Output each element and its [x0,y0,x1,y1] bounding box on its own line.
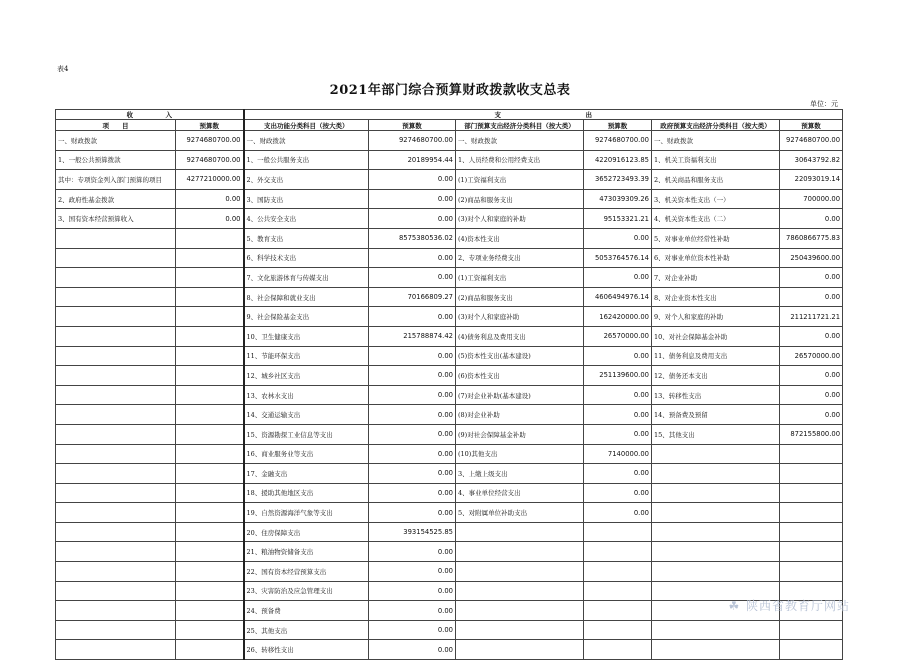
amount-cell: 872155800.00 [780,424,843,444]
item-cell [56,542,176,562]
amount-cell: 30643792.82 [780,150,843,170]
amount-cell: 0.00 [584,346,652,366]
unit-label: 单位：元 [810,100,838,108]
amount-cell: 0.00 [369,464,456,484]
amount-cell [584,542,652,562]
amount-cell: 0.00 [369,170,456,190]
item-cell [652,522,780,542]
item-cell: 5、教育支出 [244,228,369,248]
amount-cell: 0.00 [369,346,456,366]
item-cell: (8)对企业补助 [456,405,584,425]
table-row [56,522,843,542]
item-cell: 6、科学技术支出 [244,248,369,268]
amount-cell: 26570000.00 [584,326,652,346]
item-cell: (6)资本性支出 [456,366,584,386]
table-row [56,307,843,327]
amount-cell [176,581,244,601]
amount-cell: 0.00 [780,209,843,229]
item-cell: (5)资本性支出(基本建设) [456,346,584,366]
amount-cell: 0.00 [369,444,456,464]
item-cell: 7、对企业补助 [652,268,780,288]
item-cell: 25、其他支出 [244,620,369,640]
item-cell [56,307,176,327]
table-row [56,287,843,307]
table-row [56,601,843,621]
item-cell [56,268,176,288]
item-cell: 15、其他支出 [652,424,780,444]
item-cell [652,640,780,660]
item-cell: 20、住房保障支出 [244,522,369,542]
item-cell: 22、国有资本经营预算支出 [244,562,369,582]
amount-cell: 7140000.00 [584,444,652,464]
item-cell: 9、社会保险基金支出 [244,307,369,327]
table-row [56,248,843,268]
item-cell [456,522,584,542]
amount-cell [176,385,244,405]
item-cell [456,562,584,582]
item-cell [652,542,780,562]
amount-cell: 0.00 [369,640,456,660]
table-row [56,424,843,444]
page-title: 2021年部门综合预算财政拨款收支总表 [329,83,571,98]
amount-cell: 0.00 [369,268,456,288]
item-cell [56,346,176,366]
amount-cell [176,542,244,562]
item-cell: 一、财政拨款 [456,131,584,151]
amount-cell: 0.00 [780,268,843,288]
amount-cell: 0.00 [369,405,456,425]
item-cell: 一、财政拨款 [244,131,369,151]
amount-cell: 700000.00 [780,189,843,209]
table-row [56,170,843,190]
column-header: 预算数 [176,120,244,131]
item-cell: 13、转移性支出 [652,385,780,405]
expense-header: 支 出 [244,110,843,120]
table-row [56,228,843,248]
item-cell [652,464,780,484]
amount-cell: 0.00 [369,581,456,601]
table-row [56,131,843,151]
item-cell [652,444,780,464]
item-cell: 8、社会保障和就业支出 [244,287,369,307]
amount-cell: 0.00 [584,405,652,425]
column-header: 预算数 [369,120,456,131]
amount-cell: 0.00 [176,189,244,209]
item-cell [56,483,176,503]
amount-cell [584,562,652,582]
item-cell [456,620,584,640]
table-row [56,620,843,640]
amount-cell: 0.00 [584,385,652,405]
item-cell: (3)对个人和家庭的补助 [456,209,584,229]
amount-cell: 0.00 [780,287,843,307]
column-header: 项 目 [56,120,176,131]
item-cell: 17、金融支出 [244,464,369,484]
amount-cell: 0.00 [584,464,652,484]
amount-cell: 0.00 [369,366,456,386]
amount-cell: 9274680700.00 [176,131,244,151]
amount-cell: 393154525.85 [369,522,456,542]
amount-cell: 26570000.00 [780,346,843,366]
amount-cell: 9274680700.00 [369,131,456,151]
item-cell: 1、一般公共预算拨款 [56,150,176,170]
amount-cell [176,522,244,542]
column-header: 部门预算支出经济分类科目（按大类） [456,120,584,131]
table-row [56,640,843,660]
item-cell: 一、财政拨款 [652,131,780,151]
item-cell [56,385,176,405]
amount-cell: 0.00 [369,601,456,621]
item-cell [56,522,176,542]
amount-cell: 0.00 [780,326,843,346]
item-cell [56,503,176,523]
item-cell: 9、对个人和家庭的补助 [652,307,780,327]
item-cell: (1)工资福利支出 [456,170,584,190]
amount-cell [780,483,843,503]
item-cell: 4、事业单位经营支出 [456,483,584,503]
amount-cell: 9274680700.00 [584,131,652,151]
item-cell: 3、国有资本经营预算收入 [56,209,176,229]
amount-cell: 0.00 [780,405,843,425]
item-cell: 7、文化旅游体育与传媒支出 [244,268,369,288]
amount-cell [584,640,652,660]
amount-cell: 0.00 [584,424,652,444]
amount-cell: 0.00 [369,542,456,562]
item-cell: (4)资本性支出 [456,228,584,248]
amount-cell [584,522,652,542]
amount-cell: 20189954.44 [369,150,456,170]
item-cell [56,405,176,425]
amount-cell [176,424,244,444]
table-row [56,483,843,503]
table-row [56,366,843,386]
item-cell: (3)对个人和家庭补助 [456,307,584,327]
table-row [56,385,843,405]
item-cell: 11、债务利息及费用支出 [652,346,780,366]
table-row [56,189,843,209]
amount-cell: 0.00 [584,483,652,503]
table-row [56,581,843,601]
amount-cell: 5053764576.14 [584,248,652,268]
amount-cell: 70166809.27 [369,287,456,307]
amount-cell [176,601,244,621]
item-cell [56,601,176,621]
amount-cell: 0.00 [369,424,456,444]
amount-cell: 0.00 [780,385,843,405]
item-cell [56,366,176,386]
item-cell [56,464,176,484]
amount-cell [176,483,244,503]
amount-cell [780,620,843,640]
amount-cell [176,366,244,386]
amount-cell [176,640,244,660]
item-cell: (2)商品和服务支出 [456,287,584,307]
table-row [56,150,843,170]
item-cell: 1、一般公共服务支出 [244,150,369,170]
amount-cell: 7860866775.83 [780,228,843,248]
item-cell: 15、资源勘探工业信息等支出 [244,424,369,444]
watermark-logo-icon: ☘ [728,599,741,613]
item-cell: 21、粮油物资储备支出 [244,542,369,562]
table-row [56,346,843,366]
item-cell: 23、灾害防治及应急管理支出 [244,581,369,601]
amount-cell: 4220916123.85 [584,150,652,170]
item-cell: 19、自然资源海洋气象等支出 [244,503,369,523]
table-row [56,562,843,582]
item-cell: 2、外交支出 [244,170,369,190]
amount-cell [780,640,843,660]
table-row [56,542,843,562]
item-cell: 2、政府性基金拨款 [56,189,176,209]
amount-cell [584,620,652,640]
amount-cell [176,444,244,464]
amount-cell: 0.00 [369,385,456,405]
table-id: 表4 [57,65,69,73]
amount-cell: 0.00 [584,503,652,523]
amount-cell: 162420000.00 [584,307,652,327]
amount-cell [780,444,843,464]
table-row [56,405,843,425]
item-cell: (4)债务利息及费用支出 [456,326,584,346]
amount-cell: 9274680700.00 [176,150,244,170]
item-cell: 13、农林水支出 [244,385,369,405]
amount-cell: 95153321.21 [584,209,652,229]
item-cell [56,424,176,444]
amount-cell: 0.00 [369,307,456,327]
amount-cell [176,464,244,484]
amount-cell: 0.00 [369,483,456,503]
item-cell: 1、人员经费和公用经费支出 [456,150,584,170]
table-row [56,444,843,464]
item-cell [56,444,176,464]
item-cell: 4、公共安全支出 [244,209,369,229]
item-cell: (2)商品和服务支出 [456,189,584,209]
amount-cell: 251139600.00 [584,366,652,386]
item-cell [56,640,176,660]
amount-cell: 3652723493.39 [584,170,652,190]
amount-cell: 0.00 [369,248,456,268]
item-cell [652,562,780,582]
amount-cell: 473039309.26 [584,189,652,209]
item-cell: 10、对社会保障基金补助 [652,326,780,346]
amount-cell [176,268,244,288]
item-cell: 26、转移性支出 [244,640,369,660]
amount-cell: 250439600.00 [780,248,843,268]
amount-cell: 0.00 [584,268,652,288]
amount-cell [780,562,843,582]
item-cell: (1)工资福利支出 [456,268,584,288]
amount-cell: 0.00 [369,503,456,523]
item-cell: 其中：专项资金列入部门预算的项目 [56,170,176,190]
item-cell: 2、机关商品和服务支出 [652,170,780,190]
item-cell: 18、援助其他地区支出 [244,483,369,503]
table-row [56,209,843,229]
table-row [56,326,843,346]
amount-cell: 0.00 [584,228,652,248]
amount-cell: 0.00 [780,366,843,386]
item-cell: 14、预备费及预留 [652,405,780,425]
column-header: 预算数 [780,120,843,131]
amount-cell [780,503,843,523]
table-row [56,503,843,523]
amount-cell [176,228,244,248]
item-cell: 10、卫生健康支出 [244,326,369,346]
item-cell [456,601,584,621]
item-cell: (10)其他支出 [456,444,584,464]
item-cell [652,483,780,503]
item-cell: 6、对事业单位资本性补助 [652,248,780,268]
item-cell: 16、商业服务业等支出 [244,444,369,464]
amount-cell [176,405,244,425]
item-cell: 11、节能环保支出 [244,346,369,366]
item-cell: (9)对社会保障基金补助 [456,424,584,444]
amount-cell: 4606494976.14 [584,287,652,307]
amount-cell [176,307,244,327]
item-cell [456,542,584,562]
item-cell: 5、对事业单位经常性补助 [652,228,780,248]
table-row [56,268,843,288]
amount-cell: 215788874.42 [369,326,456,346]
item-cell [456,581,584,601]
amount-cell: 0.00 [369,209,456,229]
amount-cell [176,562,244,582]
item-cell: 8、对企业资本性支出 [652,287,780,307]
item-cell: 12、债务还本支出 [652,366,780,386]
amount-cell: 0.00 [369,620,456,640]
item-cell: 4、机关资本性支出（二） [652,209,780,229]
amount-cell: 211211721.21 [780,307,843,327]
amount-cell [176,287,244,307]
item-cell: 3、国防支出 [244,189,369,209]
item-cell: 一、财政拨款 [56,131,176,151]
amount-cell [780,542,843,562]
watermark: ☘ 陕西省教育厅网站 [728,599,850,613]
amount-cell [780,522,843,542]
item-cell: 3、上缴上级支出 [456,464,584,484]
amount-cell: 4277210000.00 [176,170,244,190]
amount-cell: 22093019.14 [780,170,843,190]
column-header: 预算数 [584,120,652,131]
amount-cell: 8575380536.02 [369,228,456,248]
amount-cell [176,503,244,523]
item-cell: 12、城乡社区支出 [244,366,369,386]
amount-cell [176,326,244,346]
amount-cell [780,464,843,484]
amount-cell [176,346,244,366]
amount-cell [176,620,244,640]
column-header: 政府预算支出经济分类科目（按大类） [652,120,780,131]
item-cell: (7)对企业补助(基本建设) [456,385,584,405]
item-cell: 2、专项业务经费支出 [456,248,584,268]
item-cell [56,287,176,307]
item-cell [456,640,584,660]
amount-cell: 0.00 [369,562,456,582]
item-cell [652,620,780,640]
amount-cell [584,601,652,621]
item-cell [56,248,176,268]
item-cell [56,228,176,248]
item-cell [56,581,176,601]
column-header: 支出功能分类科目（按大类） [244,120,369,131]
amount-cell: 0.00 [369,189,456,209]
item-cell [56,562,176,582]
amount-cell: 9274680700.00 [780,131,843,151]
item-cell [652,503,780,523]
item-cell: 1、机关工资福利支出 [652,150,780,170]
item-cell: 14、交通运输支出 [244,405,369,425]
income-header: 收 入 [56,110,244,120]
item-cell: 3、机关资本性支出（一） [652,189,780,209]
amount-cell: 0.00 [176,209,244,229]
table-row [56,464,843,484]
item-cell [56,326,176,346]
item-cell: 24、预备费 [244,601,369,621]
amount-cell [584,581,652,601]
item-cell [56,620,176,640]
amount-cell [176,248,244,268]
item-cell: 5、对附属单位补助支出 [456,503,584,523]
budget-table [55,109,843,660]
